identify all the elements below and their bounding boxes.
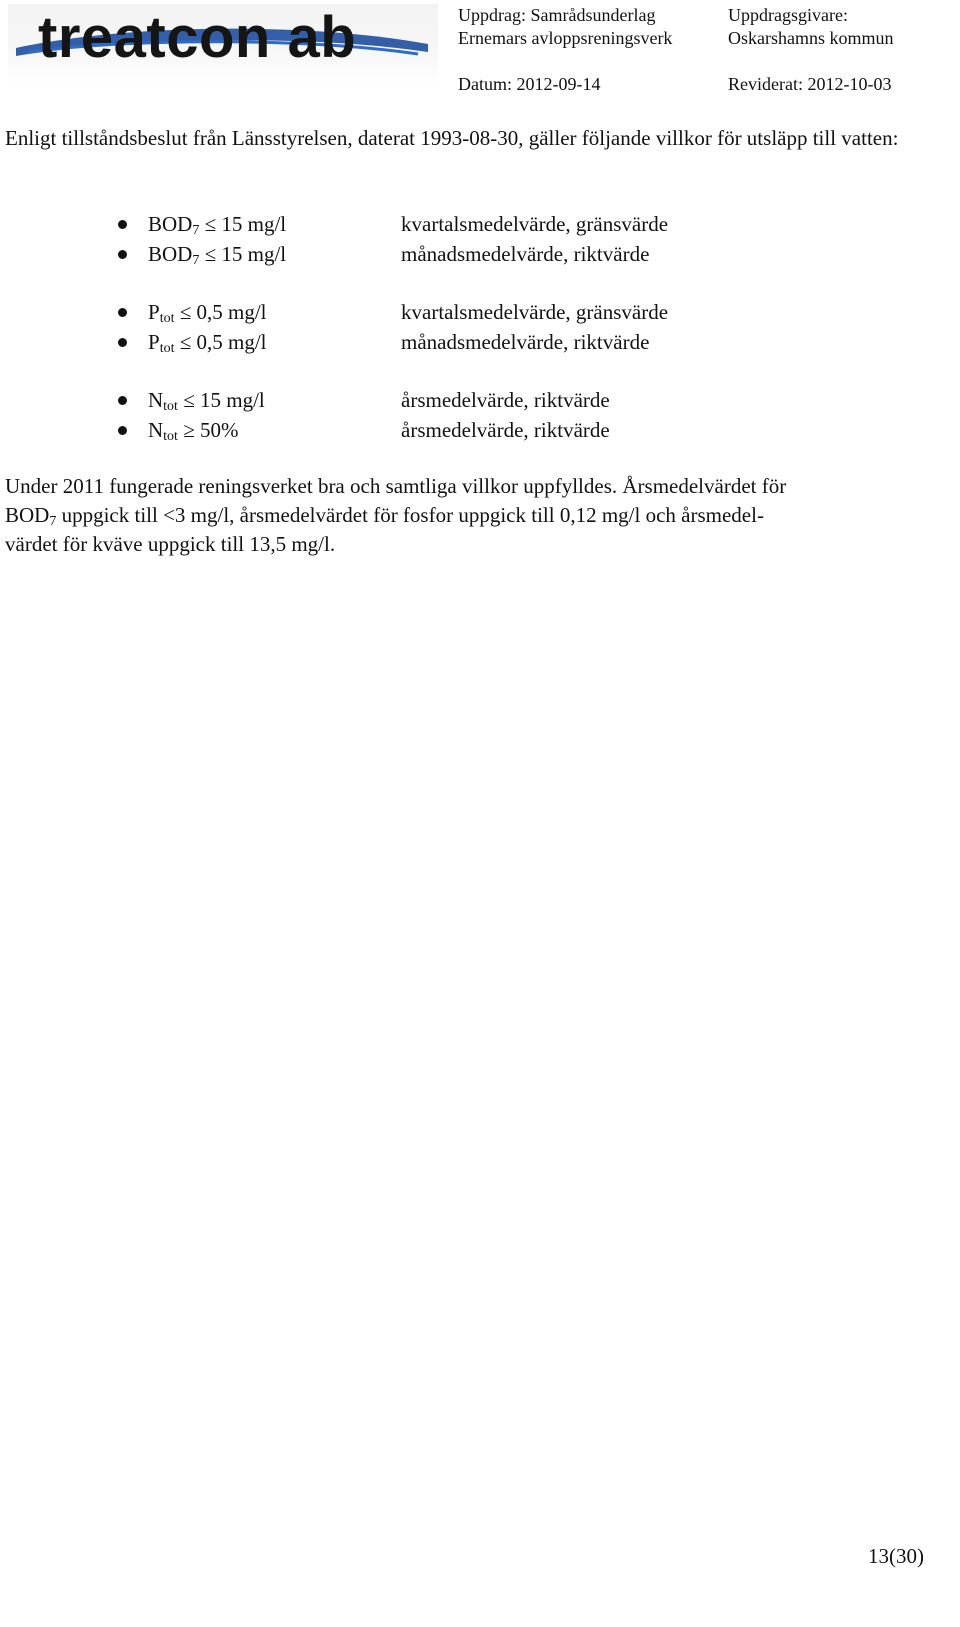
bullet-icon xyxy=(118,220,127,229)
header-uppdragsgivare-value: Oskarshamns kommun xyxy=(728,28,894,48)
company-logo xyxy=(8,4,438,86)
condition-expression: $P_{tot} \le 0,5$ mg/l xyxy=(148,300,267,326)
header-uppdrag-label: Uppdrag: Samrådsunderlag xyxy=(458,5,656,25)
summary-line: Under 2011 fungerade reningsverket bra och samtliga villkor uppfylldes. Årsmedelvärdet för xyxy=(5,474,787,498)
condition-expression: $N_{tot} \ge 50\%$ xyxy=(148,418,239,444)
bullet-icon xyxy=(118,338,127,347)
intro-paragraph: Enligt tillståndsbeslut från Länsstyrelsen, daterat 1993-08-30, gäller följande villkor för utsläpp till vatten: xyxy=(5,126,899,150)
condition-description: årsmedelvärde, riktvärde xyxy=(401,388,610,412)
bullet-icon xyxy=(118,426,127,435)
header-reviderat: Reviderat: 2012-10-03 xyxy=(728,74,892,94)
condition-expression: $P_{tot} \le 0,5$ mg/l xyxy=(148,330,267,356)
bullet-icon xyxy=(118,250,127,259)
condition-expression: $BOD_7 \le 15$ mg/l xyxy=(148,212,287,238)
bullet-icon xyxy=(118,396,127,405)
condition-description: månadsmedelvärde, riktvärde xyxy=(401,330,650,354)
logo-text: treatcon ab xyxy=(38,5,357,70)
summary-line: värdet för kväve uppgick till 13,5 mg/l. xyxy=(5,532,336,556)
page-number: 13(30) xyxy=(868,1544,924,1568)
condition-expression: $BOD_7 \le 15$ mg/l xyxy=(148,242,287,268)
condition-description: kvartalsmedelvärde, gränsvärde xyxy=(401,300,669,324)
header-datum: Datum: 2012-09-14 xyxy=(458,74,601,94)
condition-description: årsmedelvärde, riktvärde xyxy=(401,418,610,442)
condition-description: kvartalsmedelvärde, gränsvärde xyxy=(401,212,669,236)
header-uppdrag-value: Ernemars avloppsreningsverk xyxy=(458,28,673,48)
header-uppdragsgivare-label: Uppdragsgivare: xyxy=(728,5,848,25)
condition-description: månadsmedelvärde, riktvärde xyxy=(401,242,650,266)
summary-line: $BOD_7$ uppgick till <3 mg/l, årsmedelvärdet för fosfor uppgick till 0,12 mg/l och årsmedel- xyxy=(5,503,764,529)
condition-expression: $N_{tot} \le 15$ mg/l xyxy=(148,388,265,414)
bullet-icon xyxy=(118,308,127,317)
